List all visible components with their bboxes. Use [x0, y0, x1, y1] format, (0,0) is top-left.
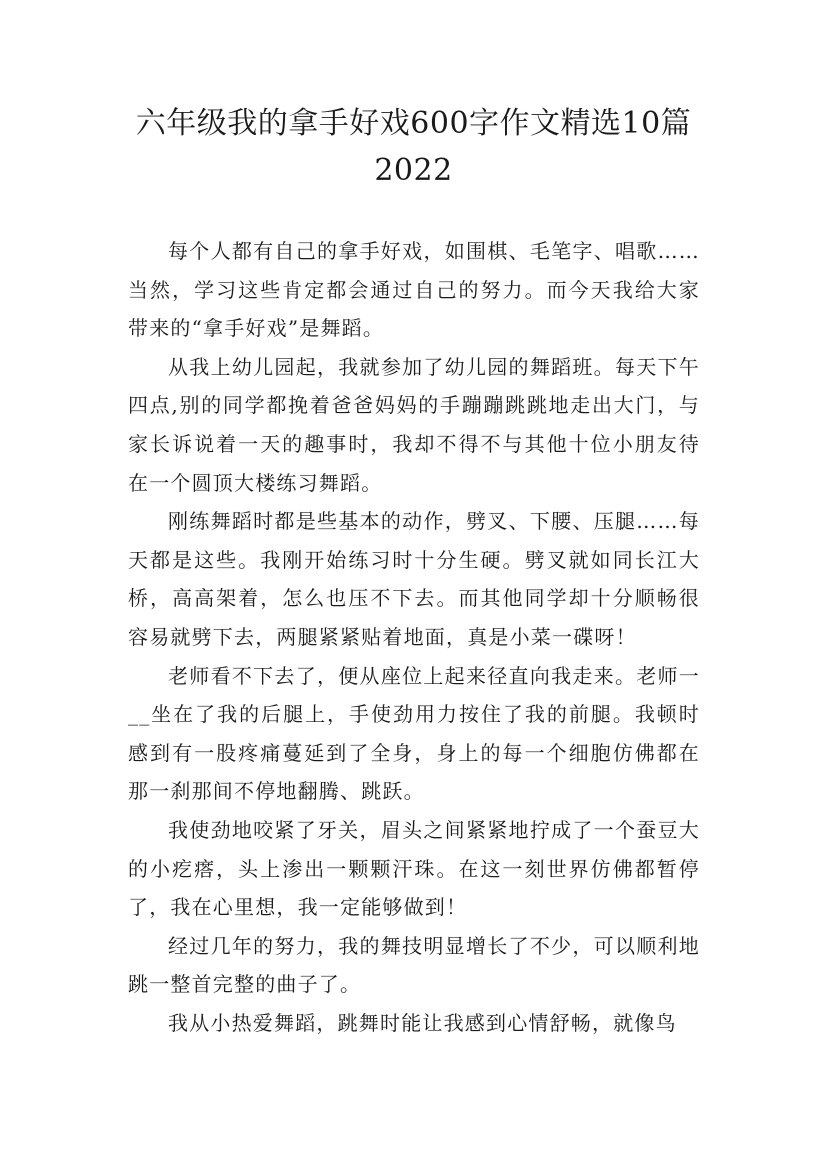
- paragraph: 从我上幼儿园起，我就参加了幼儿园的舞蹈班。每天下午四点,别的同学都挽着爸爸妈妈的手蹦蹦跳跳地走出大门，与家长诉说着一天的趣事时，我却不得不与其他十位小朋友待在一个圆顶大楼练习舞蹈。: [128, 354, 700, 495]
- document-body: [128, 232, 700, 1042]
- paragraph: 我从小热爱舞蹈，跳舞时能让我感到心情舒畅，就像鸟: [168, 1010, 677, 1035]
- paragraph: 刚练舞蹈时都是些基本的动作，劈叉、下腰、压腿……每天都是这些。我刚开始练习时十分生硬。劈叉就如同长江大桥，高高架着，怎么也压不下去。而其他同学却十分顺畅很容易就劈下去，两腿紧紧贴着地面，真是小菜一碟呀！: [128, 509, 700, 649]
- paragraph: 经过几年的努力，我的舞技明显增长了不少，可以顺利地跳一整首完整的曲子了。: [128, 933, 700, 997]
- document-title: 六年级我的拿手好戏600字作文精选10篇2022: [135, 106, 692, 188]
- paragraph: 每个人都有自己的拿手好戏，如围棋、毛笔字、唱歌……当然，学习这些肯定都会通过自己的努力。而今天我给大家带来的“拿手好戏”是舞蹈。: [128, 239, 700, 341]
- paragraph: 我使劲地咬紧了牙关，眉头之间紧紧地拧成了一个蚕豆大的小疙瘩，头上渗出一颗颗汗珠。在这一刻世界仿佛都暂停了，我在心里想，我一定能够做到！: [128, 817, 700, 920]
- paragraph: 老师看不下去了，便从座位上起来径直向我走来。老师一__坐在了我的后腿上，手使劲用力按住了我的前腿。我顿时感到有一股疼痛蔓延到了全身，身上的每一个细胞仿佛都在那一刹那间不停地翻腾、跳跃。: [128, 663, 700, 804]
